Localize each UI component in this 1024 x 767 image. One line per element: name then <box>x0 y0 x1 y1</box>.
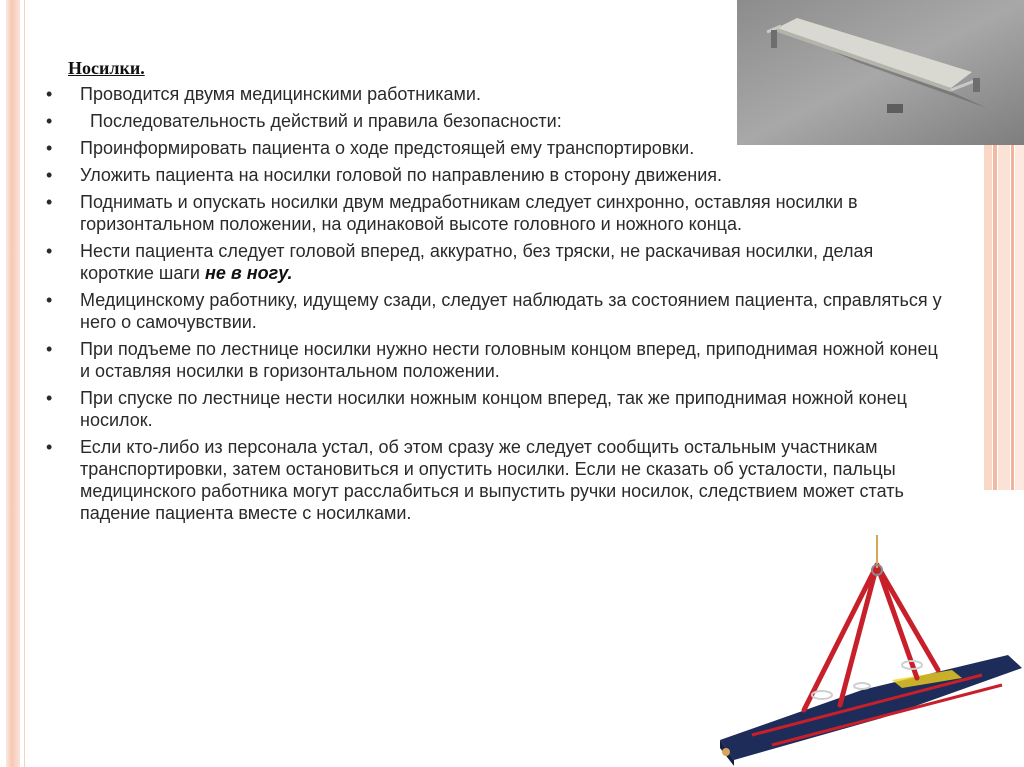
rescue-stretcher-image <box>712 490 1024 767</box>
emphasis-text: не в ногу. <box>205 263 293 283</box>
list-item <box>46 240 946 284</box>
list-item-text: Уложить пациента на носилки головой по направлению в сторону движения. <box>80 165 723 185</box>
bullet-icon: • <box>46 241 53 261</box>
list-item <box>46 110 946 132</box>
bullet-icon: • <box>46 290 53 310</box>
right-decor-stripe <box>998 145 1010 497</box>
bullet-icon: • <box>46 437 53 457</box>
bullet-list <box>46 83 946 524</box>
right-decor-stripe <box>1011 145 1014 497</box>
list-item-text: Поднимать и опускать носилки двум медработникам следует синхронно, оставляя носилки в горизонтальном положении, на одинаковой высоте головного и ножного конца. <box>80 192 858 234</box>
left-decor-line <box>24 0 25 767</box>
page-title: Носилки. <box>68 58 145 78</box>
bullet-icon: • <box>46 339 53 359</box>
list-item <box>46 164 946 186</box>
list-item <box>46 289 946 333</box>
bullet-icon: • <box>46 84 53 104</box>
left-decor-stripe <box>6 0 20 767</box>
list-item-text: Последовательность действий и правила безопасности: <box>90 111 562 131</box>
list-item <box>46 387 946 431</box>
content <box>46 58 946 529</box>
bullet-icon: • <box>46 388 53 408</box>
list-item <box>46 191 946 235</box>
bullet-icon: • <box>46 111 53 131</box>
list-item-text: Если кто-либо из персонала устал, об этом сразу же следует сообщить остальным участникам транспортировки, затем остановиться и опустить носилки. Если не сказать об усталости, пальцы медицинского работника могут расслабиться и выпустить ручки носилок, следствием может стать падение пациента вместе с носилками. <box>80 437 904 523</box>
right-decor-stripe <box>1015 145 1024 497</box>
bullet-icon: • <box>46 192 53 212</box>
list-item-text: При спуске по лестнице нести носилки ножным концом вперед, так же приподнимая ножной конец носилок. <box>80 388 907 430</box>
list-item-text: Проинформировать пациента о ходе предстоящей ему транспортировки. <box>80 138 695 158</box>
list-item <box>46 83 946 105</box>
bullet-icon: • <box>46 165 53 185</box>
list-item <box>46 338 946 382</box>
right-decor-stripe <box>993 145 997 497</box>
list-item <box>46 137 946 159</box>
list-item-text: Медицинскому работнику, идущему сзади, следует наблюдать за состоянием пациента, справляться у него о самочувствии. <box>80 290 942 332</box>
right-decor-stripe <box>984 145 992 497</box>
list-item-text: Проводится двумя медицинскими работниками. <box>80 84 481 104</box>
bullet-icon: • <box>46 138 53 158</box>
list-item <box>46 436 946 524</box>
list-item-text: При подъеме по лестнице носилки нужно нести головным концом вперед, приподнимая ножной конец и оставляя носилки в горизонтальном положении. <box>80 339 938 381</box>
list-item-text: Нести пациента следует головой вперед, аккуратно, без тряски, не раскачивая носилки, делая короткие шаги <box>80 241 874 283</box>
